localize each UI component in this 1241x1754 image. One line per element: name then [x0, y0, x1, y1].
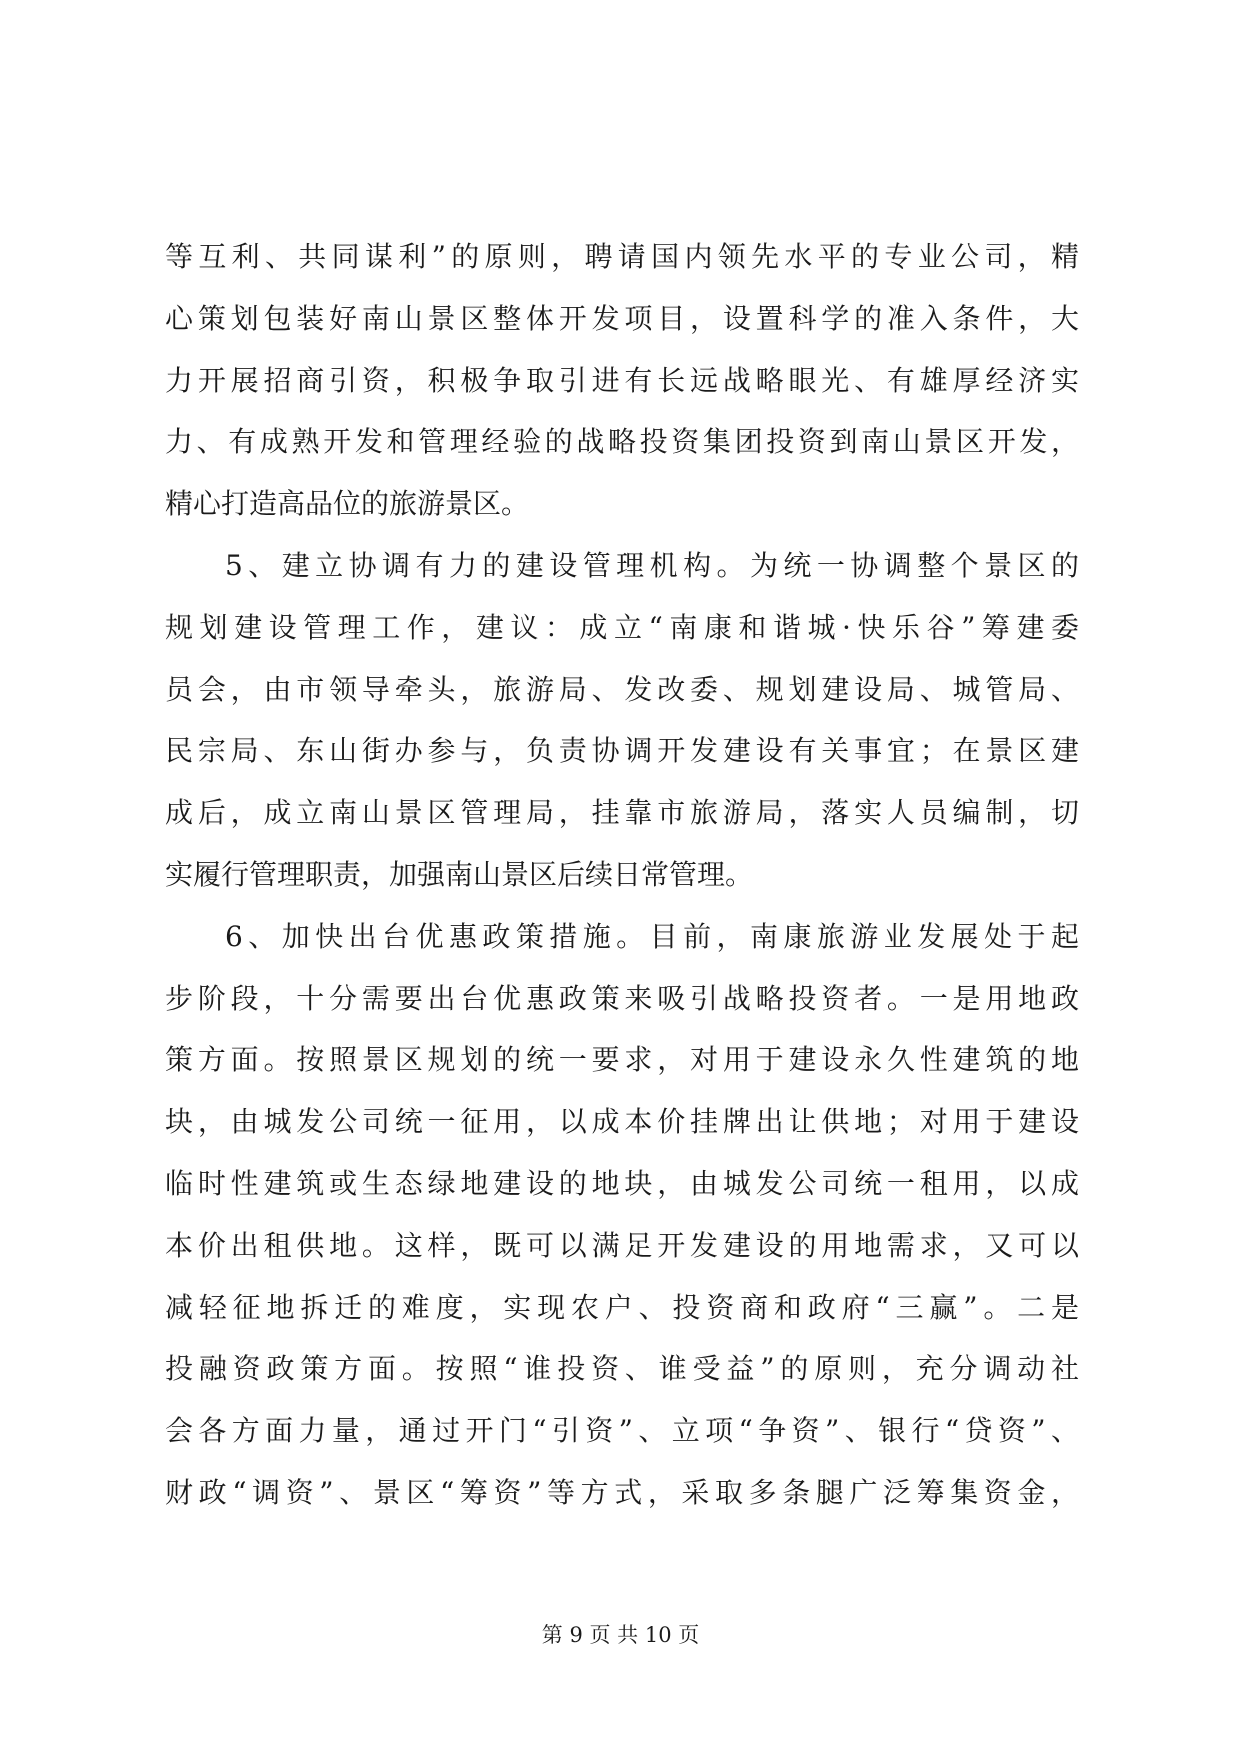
text-line: 临时性建筑或生态绿地建设的地块，由城发公司统一租用，以成	[165, 1166, 1079, 1200]
page-number: 第 9 页 共 10 页	[541, 1623, 700, 1647]
text-line: 投融资政策方面。按照“谁投资、谁受益”的原则，充分调动社	[165, 1352, 1079, 1386]
text-line: 民宗局、东山街办参与，负责协调开发建设有关事宜；在景区建	[165, 734, 1079, 768]
text-line: 策方面。按照景区规划的统一要求，对用于建设永久性建筑的地	[165, 1043, 1079, 1077]
text-line: 力、有成熟开发和管理经验的战略投资集团投资到南山景区开发，	[165, 425, 1079, 459]
text-line: 步阶段，十分需要出台优惠政策来吸引战略投资者。一是用地政	[165, 981, 1079, 1015]
text-line: 规划建设管理工作，建议：成立“南康和谐城·快乐谷”筹建委	[165, 610, 1079, 644]
text-line: 财政“调资”、景区“筹资”等方式，采取多条腿广泛筹集资金，	[165, 1475, 1079, 1509]
text-line: 精心打造高品位的旅游景区。	[165, 487, 530, 521]
text-line: 会各方面力量，通过开门“引资”、立项“争资”、银行“贷资”、	[165, 1414, 1079, 1448]
text-line: 等互利、共同谋利”的原则，聘请国内领先水平的专业公司，精	[165, 240, 1079, 273]
text-line: 成后，成立南山景区管理局，挂靠市旅游局，落实人员编制，切	[165, 796, 1079, 830]
text-line: 力开展招商引资，积极争取引进有长远战略眼光、有雄厚经济实	[165, 363, 1079, 397]
paragraph-heading-5: 5、建立协调有力的建设管理机构。为统一协调整个景区的	[225, 548, 1079, 582]
text-line: 本价出租供地。这样，既可以满足开发建设的用地需求，又可以	[165, 1228, 1079, 1262]
text-line: 实履行管理职责，加强南山景区后续日常管理。	[165, 857, 754, 891]
text-line: 心策划包装好南山景区整体开发项目，设置科学的准入条件，大	[165, 301, 1079, 335]
text-line: 减轻征地拆迁的难度，实现农户、投资商和政府“三赢”。二是	[165, 1290, 1079, 1324]
text-line: 员会，由市领导牵头，旅游局、发改委、规划建设局、城管局、	[165, 672, 1079, 706]
document-body	[165, 226, 1079, 1524]
text-line: 块，由城发公司统一征用，以成本价挂牌出让供地；对用于建设	[165, 1105, 1079, 1139]
page-footer	[0, 1620, 1241, 1650]
paragraph-heading-6: 6、加快出台优惠政策措施。目前，南康旅游业发展处于起	[225, 919, 1079, 953]
